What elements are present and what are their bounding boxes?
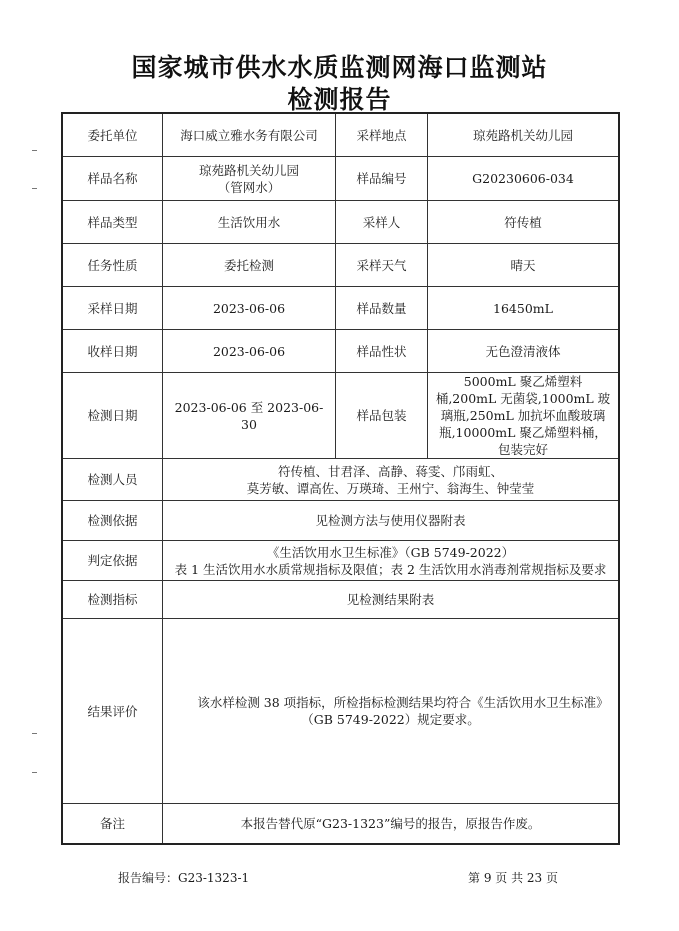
character-label: 样品性状 [336, 330, 428, 373]
sample-name-line1: 琼苑路机关幼儿园 [198, 162, 299, 178]
table-row [63, 541, 619, 581]
table-row [63, 114, 619, 157]
table-row [63, 330, 619, 373]
table-row [63, 244, 619, 287]
margin-mark [32, 150, 37, 151]
receipt-date-value: 2023-06-06 [163, 330, 336, 373]
test-date-value: 2023-06-06 至 2023-06-30 [163, 373, 336, 459]
sampling-site-label: 采样地点 [336, 114, 428, 157]
judgement-line1: 《生活饮用水卫生标准》（GB 5749-2022） [266, 544, 515, 560]
personnel-line1: 符传植、甘君泽、高静、蒋雯、邝雨虹、 [277, 463, 503, 479]
table-row [63, 459, 619, 501]
sample-name-value [163, 157, 336, 201]
personnel-value [163, 459, 619, 501]
sample-name-label: 样品名称 [63, 157, 163, 201]
judgement-label: 判定依据 [63, 541, 163, 581]
table-row [63, 581, 619, 619]
packaging-value: 5000mL 聚乙烯塑料桶,200mL 无菌袋,1000mL 玻璃瓶,250mL 加抗坏血酸玻璃瓶,10000mL 聚乙烯塑料桶，包装完好 [428, 373, 619, 459]
conclusion-label: 结果评价 [63, 619, 163, 804]
sample-name-line2: （管网水） [217, 179, 281, 195]
basis-label: 检测依据 [63, 501, 163, 541]
margin-mark [32, 188, 37, 189]
weather-value: 晴天 [428, 244, 619, 287]
sampling-date-value: 2023-06-06 [163, 287, 336, 330]
personnel-line2: 莫芳敏、谭高佐、万瑛琦、王州宁、翁海生、钟莹莹 [246, 480, 535, 496]
client-value: 海口威立雅水务有限公司 [163, 114, 336, 157]
judgement-line2: 表 1 生活饮用水水质常规指标及限值；表 2 生活饮用水消毒剂常规指标及要求 [174, 561, 607, 577]
remark-label: 备注 [63, 804, 163, 844]
quantity-value: 16450mL [428, 287, 619, 330]
table-row [63, 157, 619, 201]
report-number: 报告编号：G23-1323-1 [118, 871, 250, 885]
table-row [63, 287, 619, 330]
sampling-site-value: 琼苑路机关幼儿园 [428, 114, 619, 157]
table-row [63, 619, 619, 804]
sample-type-label: 样品类型 [63, 201, 163, 244]
packaging-label: 样品包装 [336, 373, 428, 459]
sampler-label: 采样人 [336, 201, 428, 244]
task-nature-value: 委托检测 [163, 244, 336, 287]
weather-label: 采样天气 [336, 244, 428, 287]
sampler-value: 符传植 [428, 201, 619, 244]
quantity-label: 样品数量 [336, 287, 428, 330]
task-nature-label: 任务性质 [63, 244, 163, 287]
table-row [63, 373, 619, 459]
remark-value: 本报告替代原“G23-1323”编号的报告，原报告作废。 [163, 804, 619, 844]
receipt-date-label: 收样日期 [63, 330, 163, 373]
report-title-line2: 检测报告 [287, 85, 392, 114]
conclusion-value: 该水样检测 38 项指标，所检指标检测结果均符合《生活饮用水卫生标准》（GB 5749-2022）规定要求。 [163, 619, 619, 804]
table-row [63, 501, 619, 541]
character-value: 无色澄清液体 [428, 330, 619, 373]
sampling-date-label: 采样日期 [63, 287, 163, 330]
table-row [63, 804, 619, 844]
margin-mark [32, 733, 37, 734]
report-title-line1: 国家城市供水水质监测网海口监测站 [131, 53, 548, 82]
indicators-label: 检测指标 [63, 581, 163, 619]
table-row [63, 201, 619, 244]
sample-no-label: 样品编号 [336, 157, 428, 201]
sample-type-value: 生活饮用水 [163, 201, 336, 244]
report-table [62, 113, 619, 844]
client-label: 委托单位 [63, 114, 163, 157]
basis-value: 见检测方法与使用仪器附表 [163, 501, 619, 541]
page-info: 第 9 页 共 23 页 [468, 871, 558, 885]
sample-no-value: G20230606-034 [428, 157, 619, 201]
judgement-value [163, 541, 619, 581]
personnel-label: 检测人员 [63, 459, 163, 501]
test-date-label: 检测日期 [63, 373, 163, 459]
indicators-value: 见检测结果附表 [163, 581, 619, 619]
margin-mark [32, 772, 37, 773]
